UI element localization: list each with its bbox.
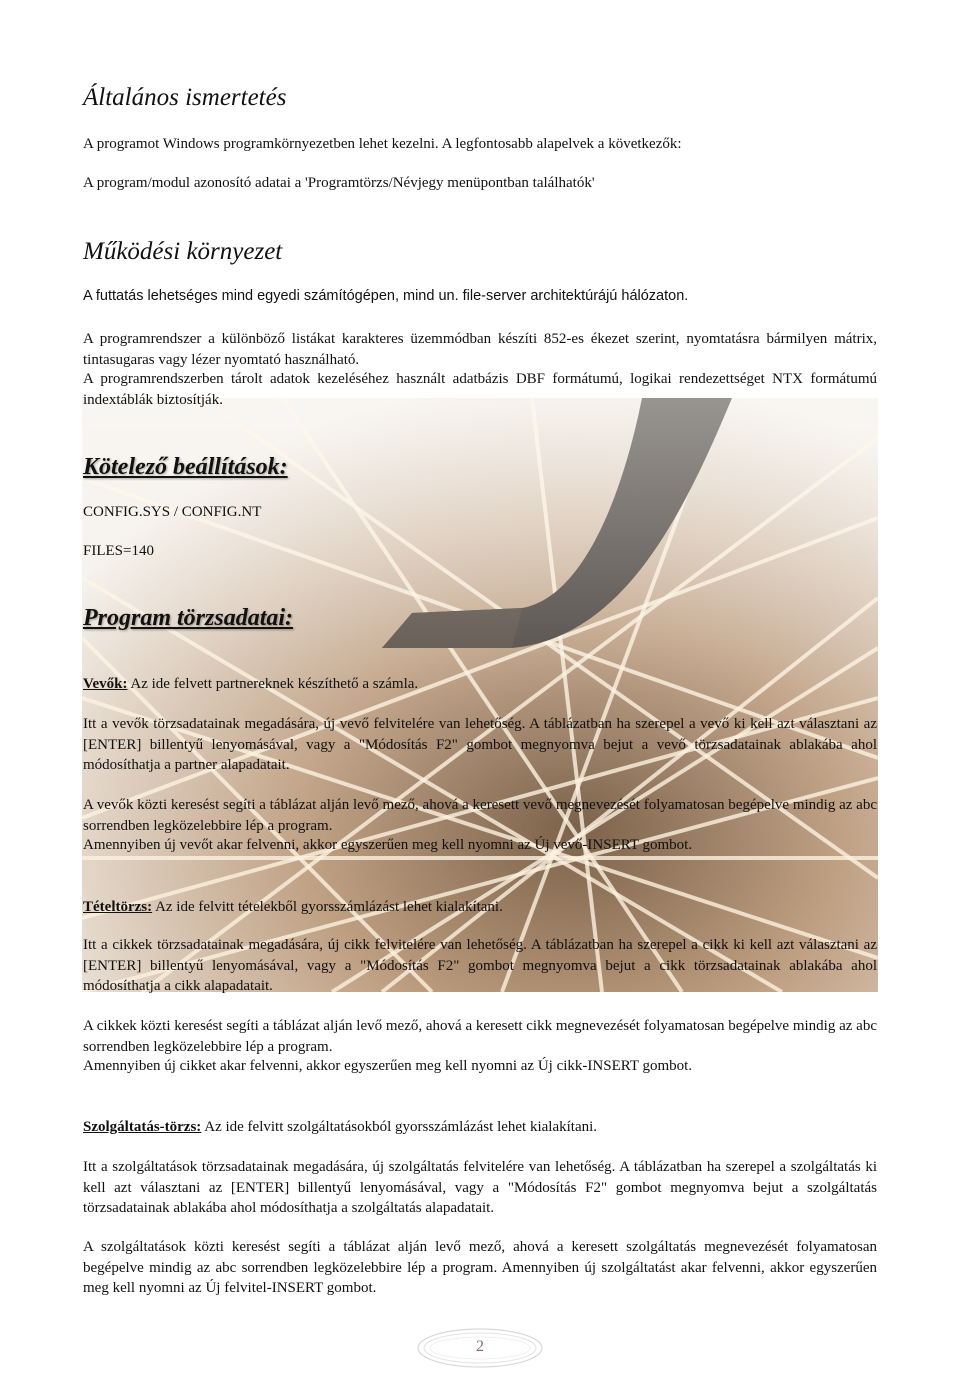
page-number: 2 [476, 1338, 484, 1355]
settings-files-line: FILES=140 [83, 543, 154, 559]
services-intro [83, 1117, 877, 1138]
environment-paragraph-3: A programrendszerben tárolt adatok kezeléséhez használt adatbázis DBF formátumú, logikai rendezettséget NTX formátumú indextáblák biztosítják. [83, 371, 877, 408]
items-label: Tételtörzs: [83, 899, 153, 915]
buyers-intro-text: Az ide felvett partnereknek készíthető a számla. [127, 676, 419, 692]
settings-config-line: CONFIG.SYS / CONFIG.NT [83, 504, 262, 520]
buyers-paragraph-1: Itt a vevők törzsadatainak megadására, új vevő felvitelére van lehetőség. A táblázatban ha szerepel a vevő ki kell azt választani az [ENTER] billentyű lenyomásával, vagy a "Módosítás F2" gombot megnyomva bejut a vevő törzsadatainak ablakába ahol módosíthatja a partner alapadatait. [83, 716, 877, 773]
environment-paragraph-2: A programrendszer a különböző listákat karakteres üzemmódban készíti 852-es ékezet szerint, nyomtatásra bármilyen mátrix, tintasugaras vagy lézer nyomtató használható. [83, 331, 877, 368]
services-paragraph-1: Itt a szolgáltatások törzsadatainak megadására, új szolgáltatás felvitelére van lehetőség. A táblázatban ha szerepel a szolgáltatás ki kell azt választani az [ENTER] billentyű lenyomásával, vagy a "Módosítás F2" gombot megnyomva bejut a szolgáltatás törzsadatainak ablakába ahol módosíthatja a szolgáltatás alapadatait. [83, 1159, 877, 1216]
section-title-general: Általános ismertetés [83, 84, 287, 111]
buyers-intro [83, 674, 877, 695]
section-title-settings: Kötelező beállítások: [83, 454, 288, 480]
buyers-label: Vevők: [83, 676, 128, 692]
buyers-paragraph-2a: A vevők közti keresést segíti a táblázat alján levő mező, ahová a keresett vevő megnevezését folyamatosan begépelve mindig az abc sorrendben legközelebbire lép a program. [83, 797, 877, 834]
general-paragraph-2: A program/modul azonosító adatai a 'Programtörzs/Névjegy menüpontban találhatók' [83, 175, 595, 191]
services-intro-text: Az ide felvitt szolgáltatásokból gyorsszámlázást lehet kialakítani. [201, 1119, 598, 1135]
items-intro [83, 897, 877, 918]
items-paragraph-2b: Amennyiben új cikket akar felvenni, akkor egyszerűen meg kell nyomni az Új cikk-INSERT gombot. [83, 1058, 693, 1074]
section-title-environment: Működési környezet [83, 238, 283, 265]
buyers-paragraph-2b: Amennyiben új vevőt akar felvenni, akkor egyszerűen meg kell nyomni az Új vevő-INSERT gombot. [83, 837, 693, 853]
general-paragraph-1: A programot Windows programkörnyezetben lehet kezelni. A legfontosabb alapelvek a következők: [83, 136, 682, 152]
items-paragraph-2a: A cikkek közti keresést segíti a táblázat alján levő mező, ahová a keresett cikk megnevezését folyamatosan begépelve mindig az abc sorrendben legközelebbire lép a program. [83, 1018, 877, 1055]
items-paragraph-1: Itt a cikkek törzsadatainak megadására, új cikk felvitelére van lehetőség. A táblázatban ha szerepel a cikk ki kell azt választani az [ENTER] billentyű lenyomásával, vagy a "Módosítás F2" gombot megnyomva bejut a cikk törzsadatainak ablakába ahol módosíthatja a cikk alapadatait. [83, 937, 877, 994]
environment-paragraph-1: A futtatás lehetséges mind egyedi számítógépen, mind un. file-server architektúrájú hálózaton. [83, 288, 689, 304]
items-intro-text: Az ide felvitt tételekből gyorsszámlázást lehet kialakítani. [152, 899, 503, 915]
services-label: Szolgáltatás-törzs: [83, 1119, 202, 1135]
section-title-master-data: Program törzsadatai: [83, 605, 294, 631]
services-paragraph-2: A szolgáltatások közti keresést segíti a táblázat alján levő mező, ahová a keresett szolgáltatás megnevezését folyamatosan begépelve mindig az abc sorrendben legközelebbire lép a program. Amennyiben új szolgáltatást akar felvenni, akkor egyszerűen meg kell nyomni az Új felvitel-INSERT gombot. [83, 1239, 877, 1296]
page-number-badge [415, 1326, 545, 1370]
